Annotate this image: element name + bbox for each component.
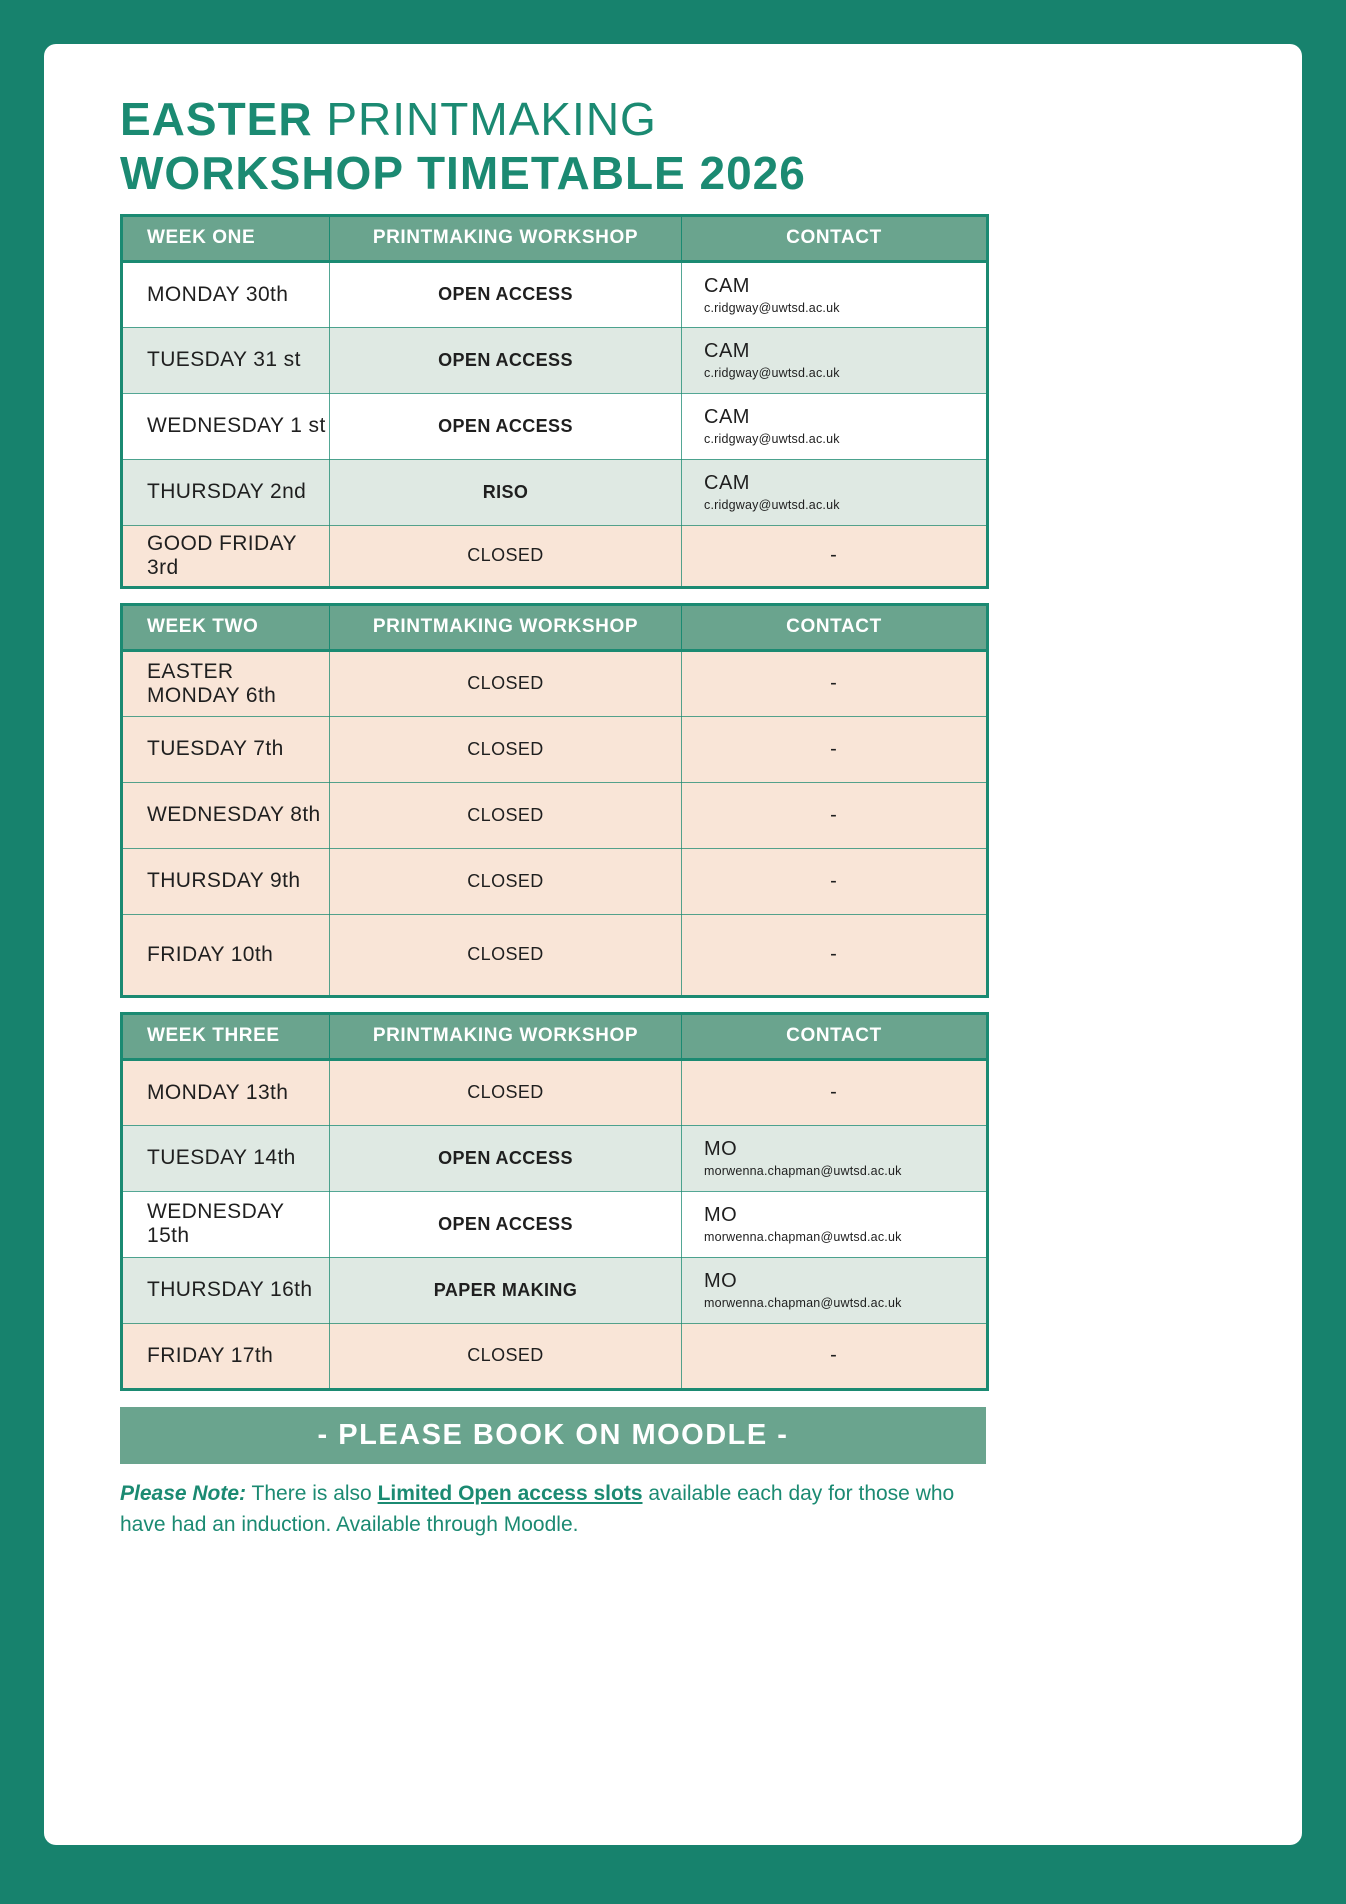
workshop-cell: OPEN ACCESS bbox=[330, 1191, 682, 1257]
contact-name: CAM bbox=[704, 274, 750, 297]
contact-cell bbox=[682, 261, 988, 327]
contact-cell: - bbox=[682, 914, 988, 996]
header-cell-contact: CONTACT bbox=[682, 1013, 988, 1059]
contact-cell bbox=[682, 393, 988, 459]
table-row bbox=[122, 914, 988, 996]
day-cell: GOOD FRIDAY 3rd bbox=[122, 525, 330, 587]
table-row bbox=[122, 1125, 988, 1191]
contact-cell: - bbox=[682, 1323, 988, 1389]
day-cell: FRIDAY 10th bbox=[122, 914, 330, 996]
page-title bbox=[120, 95, 986, 198]
header-cell-contact: CONTACT bbox=[682, 604, 988, 650]
contact-name: MO bbox=[704, 1270, 738, 1293]
contact-cell bbox=[682, 1125, 988, 1191]
note-text-2: available each day for those who have had an induction. Available through Moodle. bbox=[120, 1481, 955, 1537]
timetable-week-two bbox=[120, 603, 989, 998]
contact-email: c.ridgway@uwtsd.ac.uk bbox=[704, 300, 840, 315]
day-cell: WEDNESDAY 15th bbox=[122, 1191, 330, 1257]
day-cell: EASTER MONDAY 6th bbox=[122, 650, 330, 716]
day-cell: THURSDAY 2nd bbox=[122, 459, 330, 525]
contact-name: CAM bbox=[704, 340, 750, 363]
workshop-cell: CLOSED bbox=[330, 525, 682, 587]
contact-name: CAM bbox=[704, 472, 750, 495]
contact-cell bbox=[682, 327, 988, 393]
note-label: Please Note: bbox=[120, 1481, 247, 1505]
contact-name: CAM bbox=[704, 406, 750, 429]
workshop-cell: CLOSED bbox=[330, 848, 682, 914]
table-row bbox=[122, 459, 988, 525]
header-cell-week: WEEK ONE bbox=[122, 215, 330, 261]
title-printmaking: PRINTMAKING bbox=[312, 93, 657, 145]
workshop-cell: CLOSED bbox=[330, 914, 682, 996]
workshop-cell: OPEN ACCESS bbox=[330, 261, 682, 327]
table-row bbox=[122, 1323, 988, 1389]
contact-name: MO bbox=[704, 1204, 738, 1227]
contact-cell bbox=[682, 1257, 988, 1323]
table-row bbox=[122, 716, 988, 782]
header-cell-workshop: PRINTMAKING WORKSHOP bbox=[330, 215, 682, 261]
contact-cell: - bbox=[682, 716, 988, 782]
book-on-moodle-banner bbox=[120, 1407, 986, 1464]
banner-text: - PLEASE BOOK ON MOODLE - bbox=[317, 1418, 789, 1451]
table-row bbox=[122, 327, 988, 393]
table-row bbox=[122, 650, 988, 716]
table-row bbox=[122, 1191, 988, 1257]
table-header-row bbox=[122, 1013, 988, 1059]
please-note bbox=[120, 1478, 1000, 1541]
workshop-cell: RISO bbox=[330, 459, 682, 525]
day-cell: WEDNESDAY 1 st bbox=[122, 393, 330, 459]
contact-email: c.ridgway@uwtsd.ac.uk bbox=[704, 366, 840, 381]
day-cell: MONDAY 13th bbox=[122, 1059, 330, 1125]
day-cell: THURSDAY 16th bbox=[122, 1257, 330, 1323]
contact-cell: - bbox=[682, 650, 988, 716]
table-row bbox=[122, 848, 988, 914]
day-cell: WEDNESDAY 8th bbox=[122, 782, 330, 848]
contact-cell bbox=[682, 459, 988, 525]
workshop-cell: CLOSED bbox=[330, 650, 682, 716]
day-cell: THURSDAY 9th bbox=[122, 848, 330, 914]
table-row bbox=[122, 261, 988, 327]
timetable-week-one bbox=[120, 214, 989, 589]
timetable-week-three bbox=[120, 1012, 989, 1391]
header-cell-workshop: PRINTMAKING WORKSHOP bbox=[330, 1013, 682, 1059]
workshop-cell: CLOSED bbox=[330, 716, 682, 782]
workshop-cell: CLOSED bbox=[330, 1323, 682, 1389]
contact-cell: - bbox=[682, 525, 988, 587]
day-cell: TUESDAY 7th bbox=[122, 716, 330, 782]
table-header-row bbox=[122, 604, 988, 650]
poster-content bbox=[44, 44, 986, 1541]
table-row bbox=[122, 782, 988, 848]
header-cell-week: WEEK THREE bbox=[122, 1013, 330, 1059]
workshop-cell: PAPER MAKING bbox=[330, 1257, 682, 1323]
title-easter: EASTER bbox=[120, 93, 313, 145]
workshop-cell: OPEN ACCESS bbox=[330, 327, 682, 393]
contact-cell: - bbox=[682, 1059, 988, 1125]
table-row bbox=[122, 1059, 988, 1125]
table-row bbox=[122, 1257, 988, 1323]
table-row bbox=[122, 393, 988, 459]
contact-email: morwenna.chapman@uwtsd.ac.uk bbox=[704, 1230, 902, 1245]
workshop-cell: CLOSED bbox=[330, 782, 682, 848]
day-cell: FRIDAY 17th bbox=[122, 1323, 330, 1389]
header-cell-week: WEEK TWO bbox=[122, 604, 330, 650]
workshop-cell: OPEN ACCESS bbox=[330, 393, 682, 459]
contact-email: morwenna.chapman@uwtsd.ac.uk bbox=[704, 1164, 902, 1179]
workshop-cell: CLOSED bbox=[330, 1059, 682, 1125]
contact-email: morwenna.chapman@uwtsd.ac.uk bbox=[704, 1296, 902, 1311]
contact-email: c.ridgway@uwtsd.ac.uk bbox=[704, 432, 840, 447]
contact-cell: - bbox=[682, 782, 988, 848]
table-row bbox=[122, 525, 988, 587]
header-cell-workshop: PRINTMAKING WORKSHOP bbox=[330, 604, 682, 650]
day-cell: MONDAY 30th bbox=[122, 261, 330, 327]
contact-email: c.ridgway@uwtsd.ac.uk bbox=[704, 498, 840, 513]
contact-cell: - bbox=[682, 848, 988, 914]
note-text-1: There is also bbox=[246, 1481, 378, 1505]
contact-name: MO bbox=[704, 1138, 738, 1161]
day-cell: TUESDAY 31 st bbox=[122, 327, 330, 393]
title-line2: WORKSHOP TIMETABLE 2026 bbox=[120, 147, 806, 200]
header-cell-contact: CONTACT bbox=[682, 215, 988, 261]
note-link: Limited Open access slots bbox=[377, 1481, 643, 1505]
contact-cell bbox=[682, 1191, 988, 1257]
title-line1 bbox=[120, 95, 986, 143]
workshop-cell: OPEN ACCESS bbox=[330, 1125, 682, 1191]
poster-card bbox=[44, 44, 1302, 1845]
day-cell: TUESDAY 14th bbox=[122, 1125, 330, 1191]
table-header-row bbox=[122, 215, 988, 261]
